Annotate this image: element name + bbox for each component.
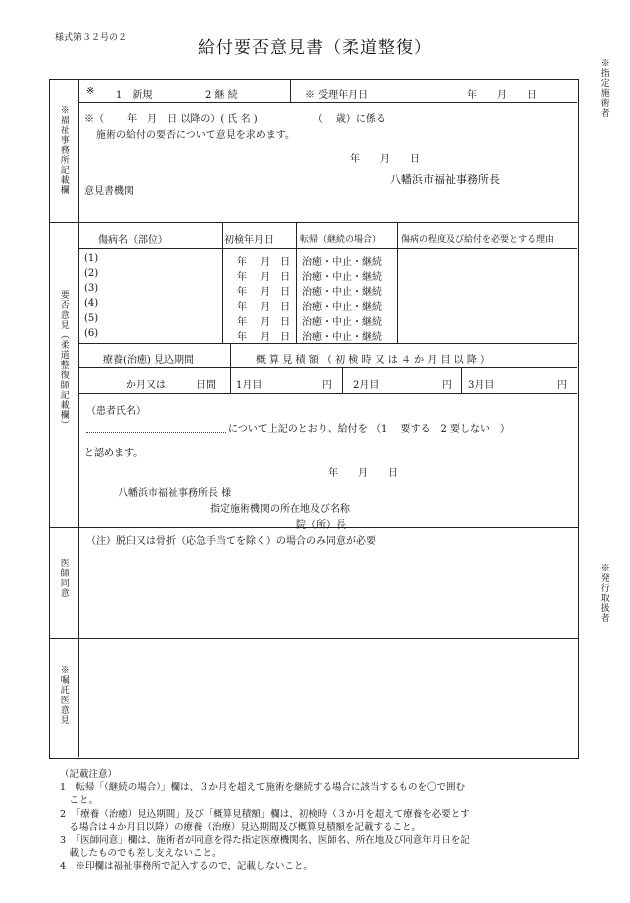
addressee: 八幡浜市福祉事務所長 様 bbox=[118, 488, 232, 499]
received-date[interactable]: 年 月 日 bbox=[467, 90, 537, 101]
cell-divider bbox=[230, 343, 231, 393]
type-continue[interactable]: 2 継 続 bbox=[205, 90, 238, 101]
section-opinion-label: 要否意見（柔道整復師記載欄） bbox=[58, 290, 69, 430]
row-divider bbox=[79, 102, 577, 103]
header-outcome: 転帰（継続の場合） bbox=[300, 235, 382, 245]
row-outcome[interactable]: 治癒・中止・継続 bbox=[302, 287, 382, 298]
period-value[interactable]: か月又は 日間 bbox=[126, 380, 216, 391]
note-item: こと。 bbox=[60, 795, 99, 807]
note-item: 3 「医師同意」欄は、施術者が同意を得た指定医療機関名、医師名、所在地及び同意年月日を記 bbox=[60, 835, 470, 847]
row-divider bbox=[79, 248, 577, 249]
request-text: 施術の給付の要否について意見を求めます。 bbox=[96, 130, 295, 141]
cell-divider bbox=[461, 367, 462, 393]
row-outcome[interactable]: 治癒・中止・継続 bbox=[302, 332, 382, 343]
cell-divider bbox=[342, 367, 343, 393]
row-num: (6) bbox=[84, 328, 99, 339]
row-date[interactable]: 年 月 日 bbox=[237, 257, 291, 268]
form-number: 様式第３２号の２ bbox=[55, 33, 128, 43]
row-outcome[interactable]: 治癒・中止・継続 bbox=[302, 272, 382, 283]
row-outcome[interactable]: 治癒・中止・継続 bbox=[302, 302, 382, 313]
note-item: 載したものでも差し支えないこと。 bbox=[60, 848, 222, 860]
row-date[interactable]: 年 月 日 bbox=[237, 272, 291, 283]
received-label: ※ 受理年月日 bbox=[305, 90, 369, 101]
section-office-label: ※福祉事務所記載欄 bbox=[58, 105, 69, 195]
row-divider bbox=[79, 367, 577, 368]
month1-label: 1月目 bbox=[236, 380, 263, 391]
type-mark: ※ bbox=[86, 86, 95, 97]
opinion-date: 年 月 日 bbox=[328, 468, 398, 479]
section-doctor-label: 医師同意 bbox=[58, 558, 69, 598]
cell-divider bbox=[397, 223, 398, 343]
row-num: (5) bbox=[84, 313, 99, 324]
month2-yen: 円 bbox=[442, 380, 452, 391]
request-line: ※（ 年 月 日 以降の）( 氏 名 ) （ 歳）に係る bbox=[84, 114, 386, 125]
office-name: 八幡浜市福祉事務所長 bbox=[390, 173, 500, 186]
header-first-visit: 初検年月日 bbox=[224, 235, 274, 246]
row-num: (2) bbox=[84, 268, 99, 279]
month3-label: 3月目 bbox=[468, 380, 495, 391]
cell-divider bbox=[296, 223, 297, 343]
note-item: 2 「療養（治癒）見込期間」及び「概算見積額」欄は、初検時（３か月を超えて療養を必要とす bbox=[60, 808, 470, 820]
office-date: 年 月 日 bbox=[350, 154, 420, 165]
notes-heading: （記載注意） bbox=[60, 769, 118, 780]
section-divider bbox=[50, 222, 578, 223]
row-divider bbox=[79, 343, 577, 344]
section-divider bbox=[50, 638, 578, 639]
row-date[interactable]: 年 月 日 bbox=[237, 317, 291, 328]
page-title: 給付要否意見書（柔道整復） bbox=[198, 38, 432, 58]
doctor-note: （注）脱臼又は骨折（応急手当てを除く）の場合のみ同意が必要 bbox=[86, 536, 376, 547]
institution-label: 意見書機関 bbox=[84, 186, 134, 197]
month3-yen: 円 bbox=[557, 380, 567, 391]
row-divider bbox=[79, 393, 577, 394]
patient-name-line[interactable] bbox=[86, 432, 226, 433]
row-date[interactable]: 年 月 日 bbox=[237, 287, 291, 298]
header-reason: 傷病の程度及び給付を必要とする理由 bbox=[401, 235, 555, 245]
estimate-label: 概 算 見 積 額 （ 初 検 時 又 は ４ か 月 目 以 降 ） bbox=[256, 355, 491, 366]
row-num: (1) bbox=[84, 253, 99, 264]
issuer-mark: ※発行取扱者 bbox=[598, 563, 609, 623]
row-outcome[interactable]: 治癒・中止・継続 bbox=[302, 257, 382, 268]
row-outcome[interactable]: 治癒・中止・継続 bbox=[302, 317, 382, 328]
type-new[interactable]: 1 新規 bbox=[116, 90, 153, 101]
designated-mark: ※指定施術者 bbox=[598, 58, 609, 118]
row-num: (4) bbox=[84, 298, 99, 309]
note-item: 4 ※印欄は福祉事務所で記入するので、記載しないこと。 bbox=[60, 861, 313, 873]
notes bbox=[60, 768, 470, 874]
label-column-divider bbox=[78, 80, 79, 757]
section-commissioned-label: ※嘱託医意見 bbox=[58, 665, 69, 725]
note-item: 1 転帰「（継続の場合）」欄は、３か月を超えて施術を継続する場合に該当するものを〇で囲む bbox=[60, 782, 466, 794]
agree-end: と認めます。 bbox=[84, 448, 144, 459]
header-injury: 傷病名（部位） bbox=[98, 235, 168, 246]
row-date[interactable]: 年 月 日 bbox=[237, 332, 291, 343]
row-date[interactable]: 年 月 日 bbox=[237, 302, 291, 313]
month1-yen: 円 bbox=[322, 380, 332, 391]
institution-name: 指定施術機関の所在地及び名称 bbox=[210, 504, 350, 515]
cell-divider bbox=[290, 80, 291, 102]
month2-label: 2月目 bbox=[353, 380, 380, 391]
patient-label: （患者氏名） bbox=[86, 406, 146, 417]
period-label: 療養(治癒) 見込期間 bbox=[103, 355, 194, 366]
agree-line: について上記のとおり、給付を （1 要する 2 要しない ） bbox=[228, 424, 511, 435]
note-item: る場合は４か月目以降）の療養（治療）見込期間及び概算見積額を記載すること。 bbox=[60, 821, 422, 833]
row-num: (3) bbox=[84, 283, 99, 294]
cell-divider bbox=[222, 223, 223, 343]
director: 院（所）長 bbox=[296, 520, 346, 531]
